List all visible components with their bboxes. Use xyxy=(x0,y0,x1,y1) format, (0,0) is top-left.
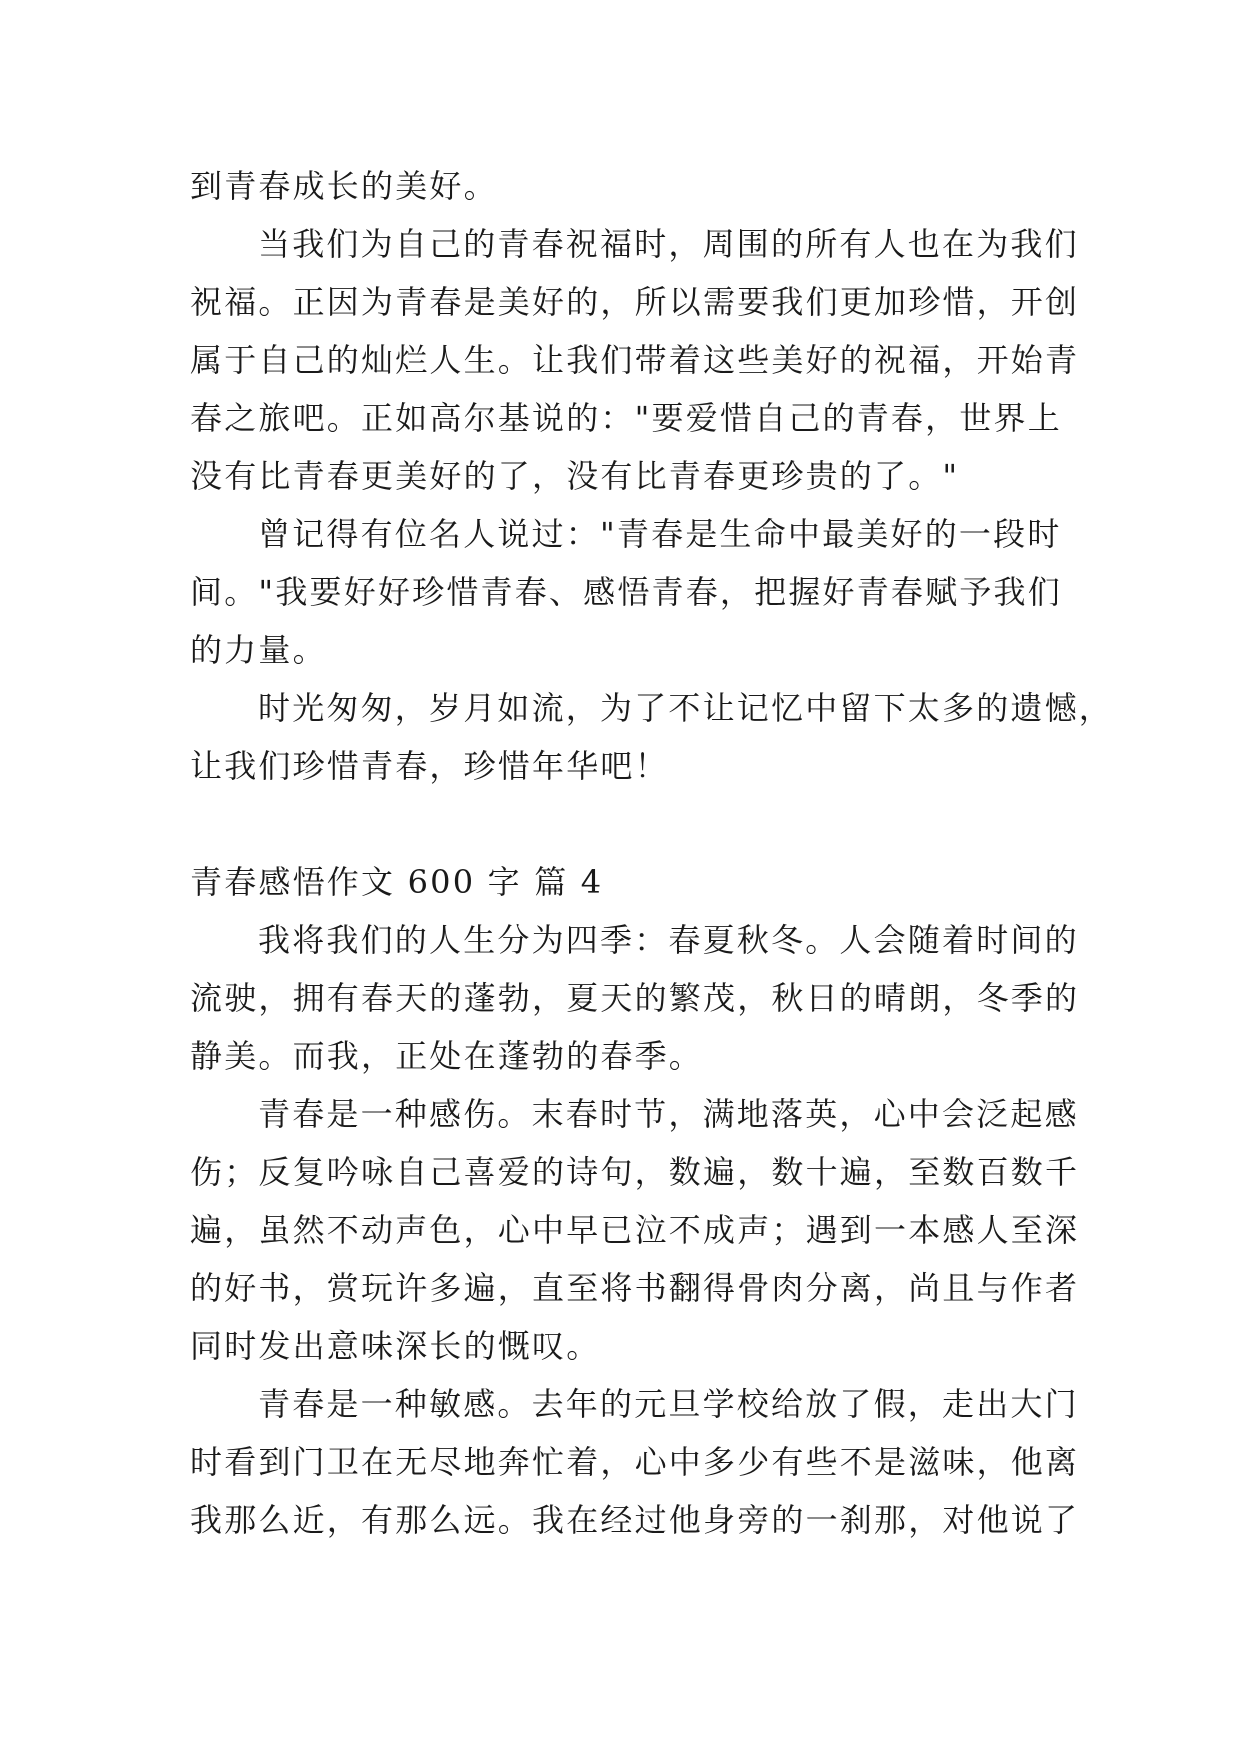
text-line: 祝福。正因为青春是美好的，所以需要我们更加珍惜，开创 xyxy=(190,283,1080,321)
text-line: 的力量。 xyxy=(190,631,327,669)
text-line: 没有比青春更美好的了，没有比青春更珍贵的了。" xyxy=(190,457,960,495)
text-line: 到青春成长的美好。 xyxy=(190,167,498,205)
text-line: 流驶，拥有春天的蓬勃，夏天的繁茂，秋日的晴朗，冬季的 xyxy=(190,979,1080,1017)
text-line: 时看到门卫在无尽地奔忙着，心中多少有些不是滋味，他离 xyxy=(190,1443,1080,1481)
text-line: 让我们珍惜青春，珍惜年华吧！ xyxy=(190,747,669,785)
text-line: 间。"我要好好珍惜青春、感悟青春，把握好青春赋予我们 xyxy=(190,573,1062,611)
text-line: 青春是一种感伤。末春时节，满地落英，心中会泛起感 xyxy=(258,1095,1079,1133)
text-line: 青春是一种敏感。去年的元旦学校给放了假，走出大门 xyxy=(258,1385,1079,1423)
text-line: 当我们为自己的青春祝福时，周围的所有人也在为我们 xyxy=(258,225,1079,263)
text-line: 伤；反复吟咏自己喜爱的诗句，数遍，数十遍，至数百数千 xyxy=(190,1153,1080,1191)
text-line: 我那么近，有那么远。我在经过他身旁的一刹那，对他说了 xyxy=(190,1501,1080,1539)
section-heading: 青春感悟作文 600 字 篇 4 xyxy=(190,863,604,901)
text-line: 时光匆匆，岁月如流，为了不让记忆中留下太多的遗憾， xyxy=(258,689,1114,727)
text-line: 春之旅吧。正如高尔基说的："要爱惜自己的青春，世界上 xyxy=(190,399,1062,437)
text-line: 遍，虽然不动声色，心中早已泣不成声；遇到一本感人至深 xyxy=(190,1211,1080,1249)
text-line: 的好书，赏玩许多遍，直至将书翻得骨肉分离，尚且与作者 xyxy=(190,1269,1080,1307)
text-line: 我将我们的人生分为四季：春夏秋冬。人会随着时间的 xyxy=(258,921,1079,959)
text-line: 曾记得有位名人说过："青春是生命中最美好的一段时 xyxy=(258,515,1062,553)
text-line: 属于自己的灿烂人生。让我们带着这些美好的祝福，开始青 xyxy=(190,341,1080,379)
text-line: 同时发出意味深长的慨叹。 xyxy=(190,1327,601,1365)
text-line: 静美。而我，正处在蓬勃的春季。 xyxy=(190,1037,704,1075)
